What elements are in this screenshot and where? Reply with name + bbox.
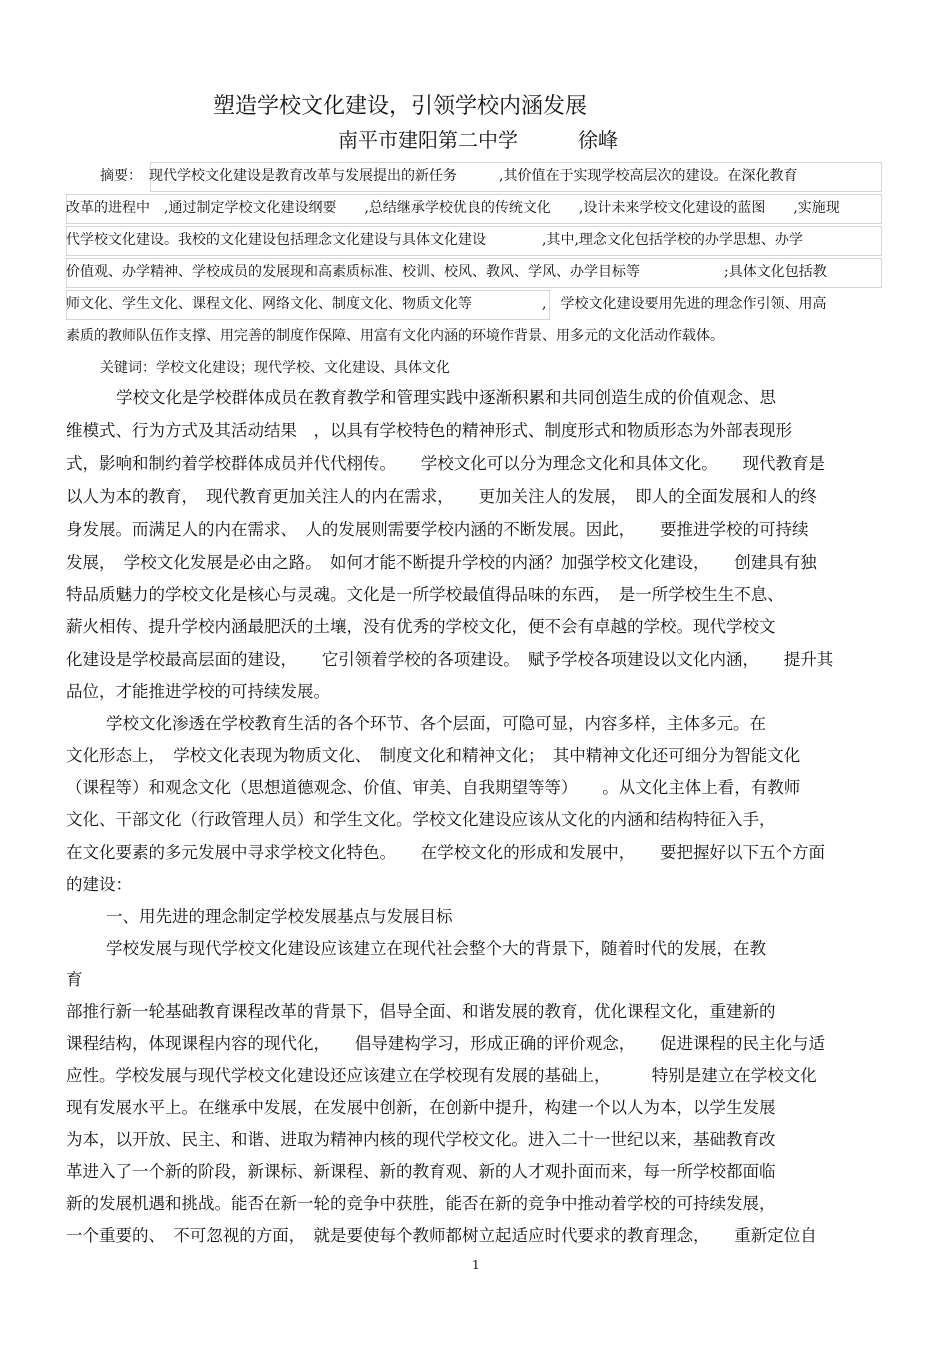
body-line: 革进入了一个新的阶段，新课标、新课程、新的教育观、新的人才观扑面而来，每一所学校都面临 xyxy=(66,1162,776,1181)
body-line: 一个重要的、 不可忽视的方面， 就是要使每个教师都树立起适应时代要求的教育理念， 重新定位自 xyxy=(66,1226,817,1245)
body-line: （课程等）和观念文化（思想道德观念、价值、审美、自我期望等等） 。从文化主体上看，有教师 xyxy=(66,778,801,797)
abstract-line: 摘要： 现代学校文化建设是教育改革与发展提出的新任务 ,其价值在于实现学校高层次的建设。在深化教育 xyxy=(100,168,798,184)
author-line: 南平市建阳第二中学 徐峰 xyxy=(338,128,618,152)
body-line: 的建设： xyxy=(66,875,132,894)
body-line: 学校文化是学校群体成员在教育教学和管理实践中逐渐积累和共同创造生成的价值观念、思 xyxy=(116,388,776,407)
abstract-line: 素质的教师队伍作支撑、用完善的制度作保障、用富有文化内涵的环境作背景、用多元的文化活动作载体。 xyxy=(66,328,724,344)
body-line: 文化形态上， 学校文化表现为物质文化、 制度文化和精神文化； 其中精神文化还可细分为智能文化 xyxy=(66,746,801,765)
body-line: 学校发展与现代学校文化建设应该建立在现代社会整个大的背景下，随着时代的发展，在教 xyxy=(106,939,766,958)
abstract-line: 师文化、学生文化、课程文化、网络文化、制度文化、物质文化等 , 学校文化建设要用先进的理念作引领、用高 xyxy=(66,296,827,312)
abstract-line: 价值观、办学精神、学校成员的发展现和高素质标准、校训、校风、教风、学风、办学目标等 ;具体文化包括教 xyxy=(66,264,827,280)
body-line: 现有发展水平上。在继承中发展，在发展中创新，在创新中提升，构建一个以人为本，以学生发展 xyxy=(66,1098,776,1117)
body-line: 以人为本的教育， 现代教育更加关注人的内在需求， 更加关注人的发展， 即人的全面发展和人的终 xyxy=(66,487,817,506)
body-line: 学校文化渗透在学校教育生活的各个环节、各个层面，可隐可显，内容多样，主体多元。在 xyxy=(106,714,766,733)
body-line: 应性。学校发展与现代学校文化建设还应该建立在学校现有发展的基础上， 特别是建立在学校文化 xyxy=(66,1066,817,1085)
body-line: 在文化要素的多元发展中寻求学校文化特色。 在学校文化的形成和发展中， 要把握好以下五个方面 xyxy=(66,843,825,862)
abstract-line: 改革的进程中 ,通过制定学校文化建设纲要 ,总结继承学校优良的传统文化 ,设计未来学校文化建设的蓝图 ,实施现 xyxy=(66,200,840,216)
body-line: 新的发展机遇和挑战。能否在新一轮的竞争中获胜，能否在新的竞争中推动着学校的可持续发展， xyxy=(66,1194,776,1213)
body-line: 特品质魅力的学校文化是核心与灵魂。文化是一所学校最值得品味的东西， 是一所学校生生不息、 xyxy=(66,585,784,604)
body-line: 文化、干部文化（行政管理人员）和学生文化。学校文化建设应该从文化的内涵和结构特征入手， xyxy=(66,810,776,829)
body-line: 发展， 学校文化发展是必由之路。 如何才能不断提升学校的内涵？加强学校文化建设， 创建具有独 xyxy=(66,553,817,572)
body-line: 薪火相传、提升学校内涵最肥沃的土壤，没有优秀的学校文化，便不会有卓越的学校。现代学校文 xyxy=(66,617,776,636)
body-line: 部推行新一轮基础教育课程改革的背景下，倡导全面、和谐发展的教育，优化课程文化，重建新的 xyxy=(66,1002,776,1021)
body-line: 品位，才能推进学校的可持续发展。 xyxy=(66,682,330,701)
body-line: 课程结构，体现课程内容的现代化， 倡导建构学习，形成正确的评价观念， 促进课程的民主化与适 xyxy=(66,1034,825,1053)
keywords: 关键词：学校文化建设；现代学校、文化建设、具体文化 xyxy=(100,360,450,376)
body-line: 化建设是学校最高层面的建设， 它引领着学校的各项建设。 赋予学校各项建设以文化内涵， 提升其 xyxy=(66,650,834,669)
page-number: 1 xyxy=(472,1258,480,1272)
body-line: 式，影响和制约着学校群体成员并代代栩传。 学校文化可以分为理念文化和具体文化。 现代教育是 xyxy=(66,454,825,473)
body-line: 育 xyxy=(66,970,83,989)
body-line: 维模式、行为方式及其活动结果 ，以具有学校特色的精神形式、制度形式和物质形态为外部表现形 xyxy=(66,421,792,440)
section-heading: 一、用先进的理念制定学校发展基点与发展目标 xyxy=(106,907,453,926)
document-title: 塑造学校文化建设，引领学校内涵发展 xyxy=(213,94,588,119)
body-line: 为本，以开放、民主、和谐、进取为精神内核的现代学校文化。进入二十一世纪以来，基础教育改 xyxy=(66,1130,776,1149)
body-line: 身发展。而满足人的内在需求、 人的发展则需要学校内涵的不断发展。因此， 要推进学校的可持续 xyxy=(66,520,809,539)
abstract-line: 代学校文化建设。我校的文化建设包括理念文化建设与具体文化建设 ,其中,理念文化包括学校的办学思想、办学 xyxy=(66,232,803,248)
